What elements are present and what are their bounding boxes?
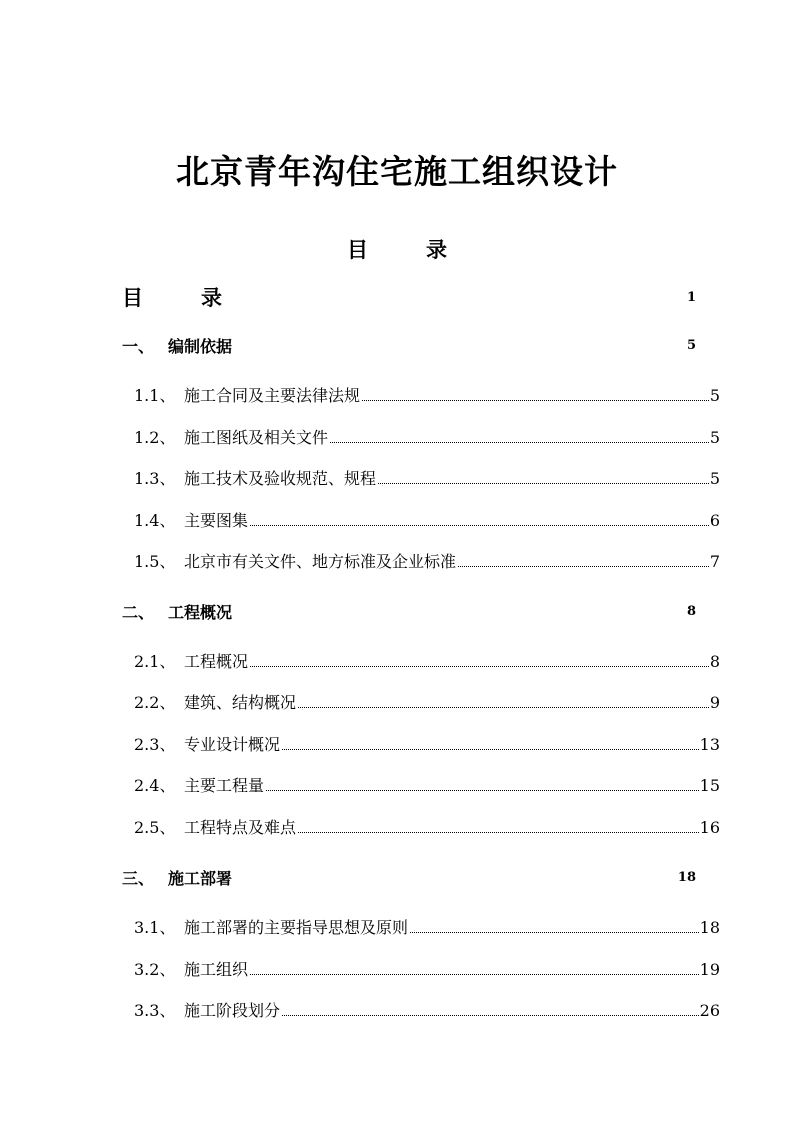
toc-section-2-4[interactable] <box>134 773 720 795</box>
toc-entry-char: 录 <box>201 285 222 310</box>
section-title: 建筑、结构概况 <box>184 693 297 712</box>
section-number: 1.5、 <box>134 552 176 571</box>
section-number: 3.1、 <box>134 918 176 937</box>
dot-leader <box>282 748 699 750</box>
section-title: 专业设计概况 <box>184 735 281 754</box>
chapter-number: 一、 <box>122 337 155 356</box>
section-number: 2.4、 <box>134 776 176 795</box>
toc-entry-label <box>122 282 222 312</box>
dot-leader <box>266 789 699 791</box>
section-number: 2.5、 <box>134 818 176 837</box>
toc-page-number: 5 <box>709 428 720 447</box>
section-number: 1.3、 <box>134 469 176 488</box>
toc-section-2-5[interactable] <box>134 815 720 837</box>
dot-leader <box>378 482 709 484</box>
toc-page-number: 8 <box>686 604 696 619</box>
section-title: 主要图集 <box>184 511 249 530</box>
chapter-number: 二、 <box>122 603 155 622</box>
toc-page-number: 9 <box>709 693 720 712</box>
section-number: 3.3、 <box>134 1001 176 1020</box>
dot-leader <box>282 1014 699 1016</box>
document-title: 北京青年沟住宅施工组织设计 <box>176 152 618 191</box>
section-title: 施工部署的主要指导思想及原则 <box>184 918 409 937</box>
toc-section-3-2[interactable] <box>134 957 720 979</box>
toc-heading-char: 目 <box>347 237 368 262</box>
toc-page-number: 1 <box>686 290 696 305</box>
section-title: 工程概况 <box>184 652 249 671</box>
section-title: 施工技术及验收规范、规程 <box>184 469 377 488</box>
section-title: 施工合同及主要法律法规 <box>184 386 361 405</box>
toc-section-2-1[interactable] <box>134 649 720 671</box>
section-title: 工程特点及难点 <box>184 818 297 837</box>
dot-leader <box>250 973 699 975</box>
toc-page-number: 26 <box>699 1001 720 1020</box>
dot-leader <box>362 399 709 401</box>
dot-leader <box>410 931 699 933</box>
chapter-title: 施工部署 <box>168 869 233 888</box>
toc-page-number: 18 <box>677 870 696 885</box>
toc-section-1-1[interactable] <box>134 383 720 405</box>
toc-page-number: 15 <box>699 776 720 795</box>
toc-section-1-5[interactable] <box>134 549 720 571</box>
section-title: 主要工程量 <box>184 776 265 795</box>
toc-page-number: 5 <box>709 386 720 405</box>
dot-leader <box>250 524 709 526</box>
toc-heading <box>0 234 794 264</box>
toc-page-number: 6 <box>709 511 720 530</box>
chapter-title: 工程概况 <box>168 603 233 622</box>
chapter-title: 编制依据 <box>168 337 233 356</box>
section-title: 施工图纸及相关文件 <box>184 428 329 447</box>
section-title: 北京市有关文件、地方标准及企业标准 <box>184 552 457 571</box>
dot-leader <box>298 831 699 833</box>
toc-chapter-2[interactable] <box>122 600 696 624</box>
toc-page-number: 13 <box>699 735 720 754</box>
section-title: 施工组织 <box>184 960 249 979</box>
toc-section-1-2[interactable] <box>134 425 720 447</box>
toc-page-number: 7 <box>709 552 720 571</box>
toc-section-1-3[interactable] <box>134 466 720 488</box>
dot-leader <box>458 565 709 567</box>
toc-heading-char: 录 <box>426 237 447 262</box>
section-number: 2.2、 <box>134 693 176 712</box>
toc-chapter-3[interactable] <box>122 866 696 890</box>
dot-leader <box>250 665 709 667</box>
toc-page-number: 18 <box>699 918 720 937</box>
section-number: 3.2、 <box>134 960 176 979</box>
section-number: 2.1、 <box>134 652 176 671</box>
toc-section-1-4[interactable] <box>134 508 720 530</box>
toc-page-number: 19 <box>699 960 720 979</box>
chapter-number: 三、 <box>122 869 155 888</box>
section-number: 1.4、 <box>134 511 176 530</box>
section-title: 施工阶段划分 <box>184 1001 281 1020</box>
dot-leader <box>330 441 709 443</box>
toc-page-number: 5 <box>686 338 696 353</box>
toc-page-number: 8 <box>709 652 720 671</box>
toc-page-number: 5 <box>709 469 720 488</box>
dot-leader <box>298 706 709 708</box>
toc-section-3-3[interactable] <box>134 998 720 1020</box>
toc-section-3-1[interactable] <box>134 915 720 937</box>
section-number: 1.1、 <box>134 386 176 405</box>
section-number: 2.3、 <box>134 735 176 754</box>
toc-entry-char: 目 <box>122 285 143 310</box>
toc-entry-contents[interactable] <box>122 282 696 312</box>
toc-section-2-3[interactable] <box>134 732 720 754</box>
section-number: 1.2、 <box>134 428 176 447</box>
toc-chapter-1[interactable] <box>122 334 696 358</box>
toc-page-number: 16 <box>699 818 720 837</box>
toc-section-2-2[interactable] <box>134 690 720 712</box>
